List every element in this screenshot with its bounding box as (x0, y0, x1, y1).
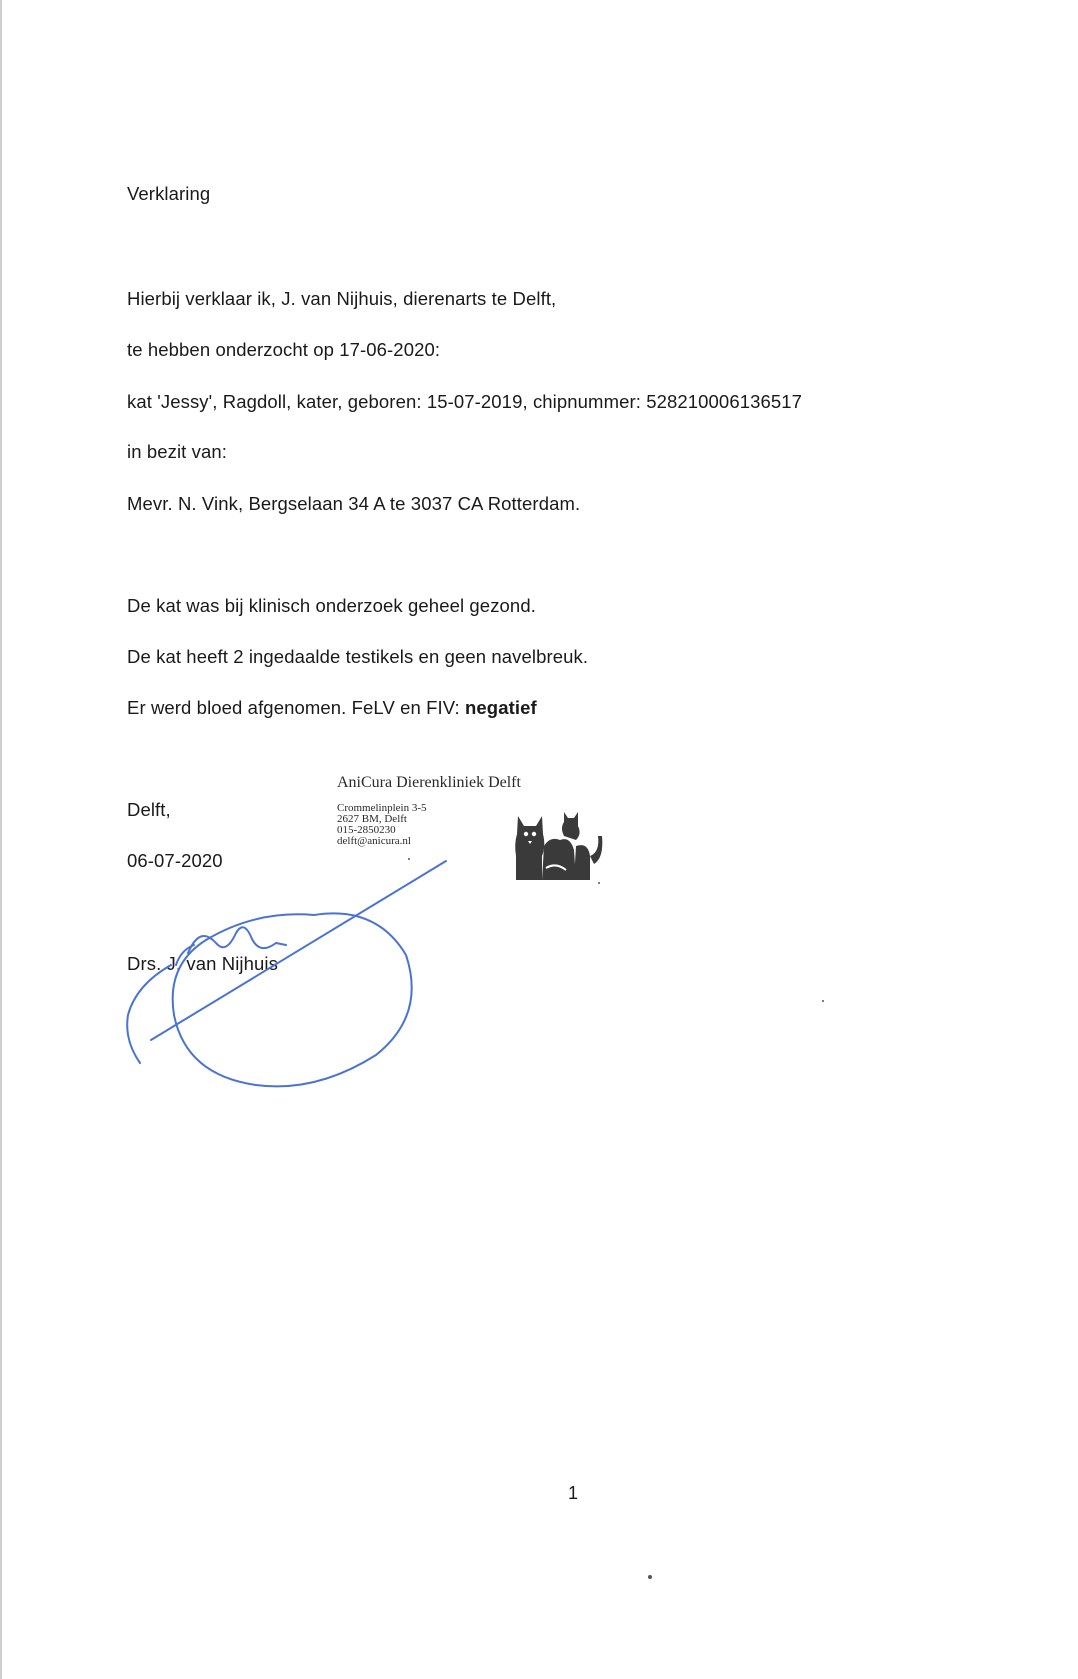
stamp-street: Crommelinplein 3-5 (337, 802, 427, 814)
examination-date-line: te hebben onderzocht op 17-06-2020: (127, 339, 441, 360)
stamp-postcode: 2627 BM, Delft (337, 813, 407, 825)
closing-place: Delft, (127, 799, 171, 820)
testicles-line: De kat heeft 2 ingedaalde testikels en geen navelbreuk. (127, 646, 589, 667)
blood-test-line (127, 697, 537, 719)
scan-speck (822, 1000, 824, 1002)
stamp-clinic-name: AniCura Dierenkliniek Delft (337, 774, 521, 791)
health-line: De kat was bij klinisch onderzoek geheel gezond. (127, 595, 536, 616)
scan-speck (598, 882, 600, 884)
document-title: Verklaring (127, 183, 211, 204)
cats-logo-icon (514, 806, 604, 887)
stamp-phone: 015-2850230 (337, 824, 396, 836)
stamp-email: delft@anicura.nl (337, 835, 411, 847)
signatory-name: Drs. J. van Nijhuis (127, 953, 278, 974)
stamp-address-block (337, 803, 427, 847)
statement-line: Hierbij verklaar ik, J. van Nijhuis, dierenarts te Delft, (127, 288, 557, 309)
page-number: 1 (568, 1483, 579, 1503)
closing-date: 06-07-2020 (127, 850, 223, 871)
blood-test-result: negatief (465, 697, 537, 718)
animal-details-line: kat 'Jessy', Ragdoll, kater, geboren: 15-07-2019, chipnummer: 528210006136517 (127, 391, 803, 412)
owner-address-line: Mevr. N. Vink, Bergselaan 34 A te 3037 CA Rotterdam. (127, 493, 581, 514)
owner-intro-line: in bezit van: (127, 441, 228, 462)
scan-speck (648, 1575, 652, 1579)
blood-test-text: Er werd bloed afgenomen. FeLV en FIV: (127, 697, 466, 718)
scan-speck (408, 858, 410, 860)
handwritten-signature (76, 855, 456, 1100)
